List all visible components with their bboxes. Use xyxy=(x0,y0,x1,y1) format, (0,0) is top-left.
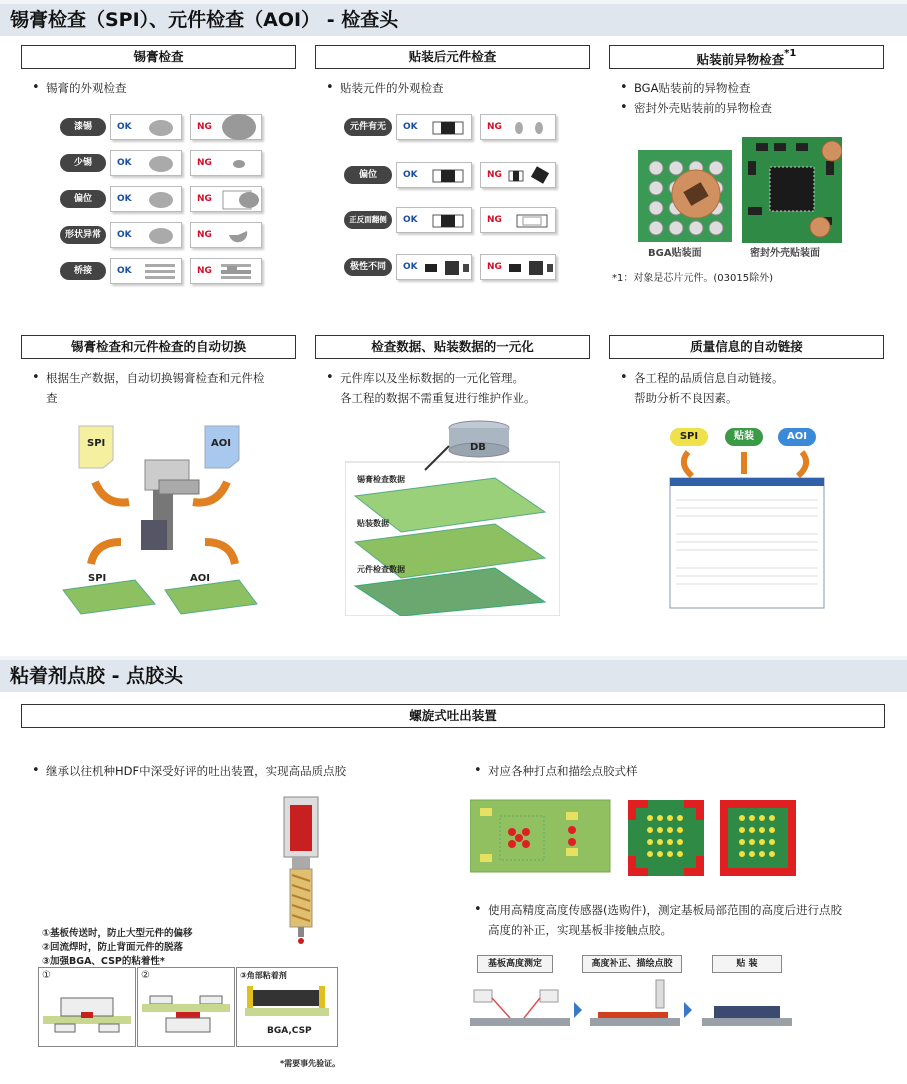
aoi-ok-card: OK xyxy=(396,114,472,140)
db-layer-aoi: 元件检查数据 xyxy=(357,565,405,574)
chip-missing-shape xyxy=(511,120,551,136)
bga-caption: BGA贴装面 xyxy=(648,248,702,259)
spi-ng-card: NG xyxy=(190,258,262,284)
unified-bullet-cont: 各工程的数据不需重复进行维护作业。 xyxy=(340,391,536,405)
heading-foreign: 贴装前异物检查$^{*1}$ xyxy=(609,45,884,69)
aoi-ng-card: NG xyxy=(480,162,556,188)
height-process-illustration xyxy=(470,976,800,1040)
auto-switch-spi-board: SPI xyxy=(88,573,107,584)
quality-bullet-cont: 帮助分析不良因素。 xyxy=(634,391,738,405)
heading-quality-link: 质量信息的自动链接 xyxy=(609,335,884,359)
foreign-bullet-2: • 密封外壳贴装前的异物检查 xyxy=(634,98,772,118)
auto-switch-illustration xyxy=(55,420,265,616)
quality-tag-spi: SPI xyxy=(670,428,708,446)
pattern-bullet: • 对应各种打点和描绘点胶式样 xyxy=(488,761,638,781)
spi-ok-card: OK xyxy=(110,222,182,248)
unified-bullet: • 元件库以及坐标数据的一元化管理。 xyxy=(340,368,524,388)
dispense-note-3: ③加强BGA、CSP的粘着性* xyxy=(42,956,165,967)
section-title-dispensing: 粘着剂点胶 - 点胶头 xyxy=(0,656,907,692)
foreign-footnote: *1：对象是芯片元件。(03015除外) xyxy=(612,273,773,284)
solder-ok-shape xyxy=(147,227,177,245)
heading-aoi: 贴装后元件检查 xyxy=(315,45,590,69)
dispense-bullet: • 继承以往机种HDF中深受好评的吐出装置，实现高品质点胶 xyxy=(46,761,346,781)
auto-switch-spi-doc: SPI xyxy=(87,438,106,449)
dispenser-nozzle-image xyxy=(278,795,324,945)
heading-screw-dispenser: 螺旋式吐出装置 xyxy=(21,704,885,728)
spi-label-2: 偏位 xyxy=(60,190,106,208)
spi-label-0: 漆锡 xyxy=(60,118,106,136)
bga-board-image xyxy=(638,150,732,242)
heading-spi: 锡膏检查 xyxy=(21,45,296,69)
step-mount: 贴 装 xyxy=(712,955,782,973)
height-sensor-bullet: • 使用高精度高度传感器(选购件)，测定基板局部范围的高度后进行点胶 xyxy=(488,900,842,920)
aoi-ok-card: OK xyxy=(396,207,472,233)
dispense-pattern-images xyxy=(470,796,810,880)
solder-ng-shape xyxy=(227,155,257,173)
spi-ng-card: NG xyxy=(190,186,262,212)
spi-ok-card: OK xyxy=(110,114,182,140)
step-correct: 高度补正、描绘点胶 xyxy=(582,955,682,973)
sealed-case-board-image xyxy=(742,137,842,243)
spi-label-4: 桥接 xyxy=(60,262,106,280)
heading-unified-data: 检查数据、贴装数据的一元化 xyxy=(315,335,590,359)
quality-tag-aoi: AOI xyxy=(778,428,816,446)
chip-ok-shape xyxy=(431,120,467,136)
spi-ng-card: NG xyxy=(190,150,262,176)
aoi-bullet: • 贴装元件的外观检查 xyxy=(340,78,444,98)
bridge-ng-shape xyxy=(219,262,259,282)
dispense-fig-1: ① xyxy=(38,967,136,1047)
aoi-label-1: 偏位 xyxy=(344,166,392,184)
db-layer-spi: 锡膏检查数据 xyxy=(357,475,405,484)
db-label: DB xyxy=(470,442,486,453)
chip-flip-shape xyxy=(515,213,551,229)
solder-ok-shape xyxy=(147,119,177,137)
dispense-fig-3: ③角部粘着剂 BGA,CSP xyxy=(236,967,338,1047)
spi-label-1: 少锡 xyxy=(60,154,106,172)
auto-switch-bullet-cont: 查 xyxy=(46,391,58,405)
aoi-label-2: 正反面翻侧 xyxy=(344,211,392,229)
height-sensor-bullet-cont: 高度的补正，实现基板非接触点胶。 xyxy=(488,923,672,937)
spi-label-3: 形状异常 xyxy=(60,226,106,244)
dispense-fig-2: ② xyxy=(137,967,235,1047)
spi-bullet: • 锡膏的外观检查 xyxy=(46,78,127,98)
step-measure: 基板高度测定 xyxy=(477,955,553,973)
sealed-caption: 密封外壳贴装面 xyxy=(750,248,820,259)
dispense-note-1: ①基板传送时，防止大型元件的偏移 xyxy=(42,928,193,939)
dispense-note-2: ②回流焊时，防止背面元件的脱落 xyxy=(42,942,184,953)
spi-ok-card: OK xyxy=(110,258,182,284)
heading-auto-switch: 锡膏检查和元件检查的自动切换 xyxy=(21,335,296,359)
chip-shift-shape xyxy=(505,165,555,187)
dispense-footnote: *需要事先验证。 xyxy=(280,1059,341,1068)
quality-tag-mount: 贴装 xyxy=(725,428,763,446)
db-layer-mount: 贴装数据 xyxy=(357,519,389,528)
chip-ok-shape xyxy=(431,168,467,184)
solder-ng-shape xyxy=(227,225,257,247)
quality-report-screen xyxy=(668,448,826,610)
auto-switch-bullet: • 根据生产数据，自动切换锡膏检查和元件检 xyxy=(46,368,265,388)
aoi-label-3: 极性不同 xyxy=(344,258,392,276)
aoi-ng-card: NG xyxy=(480,114,556,140)
aoi-ng-card: NG xyxy=(480,207,556,233)
solder-ng-shape xyxy=(221,189,261,211)
aoi-ok-card: OK xyxy=(396,254,472,280)
spi-ng-card: NG xyxy=(190,114,262,140)
aoi-ok-card: OK xyxy=(396,162,472,188)
section-title-inspection: 锡膏检查（SPI）、元件检查（AOI） - 检查头 xyxy=(0,0,907,36)
ic-ng-shape xyxy=(507,258,555,278)
solder-ok-shape xyxy=(147,191,177,209)
chip-ok-shape xyxy=(431,213,467,229)
ic-ok-shape xyxy=(423,258,471,278)
auto-switch-aoi-doc: AOI xyxy=(211,438,231,449)
spi-ok-card: OK xyxy=(110,186,182,212)
auto-switch-aoi-board: AOI xyxy=(190,573,210,584)
solder-ok-shape xyxy=(147,155,177,173)
spi-ok-card: OK xyxy=(110,150,182,176)
foreign-bullet-1: • BGA贴装前的异物检查 xyxy=(634,78,750,98)
aoi-label-0: 元件有无 xyxy=(344,118,392,136)
spi-ng-card: NG xyxy=(190,222,262,248)
quality-bullet: • 各工程的品质信息自动链接。 xyxy=(634,368,784,388)
bridge-ok-shape xyxy=(143,262,179,282)
aoi-ng-card: NG xyxy=(480,254,556,280)
solder-ng-shape xyxy=(217,113,261,143)
